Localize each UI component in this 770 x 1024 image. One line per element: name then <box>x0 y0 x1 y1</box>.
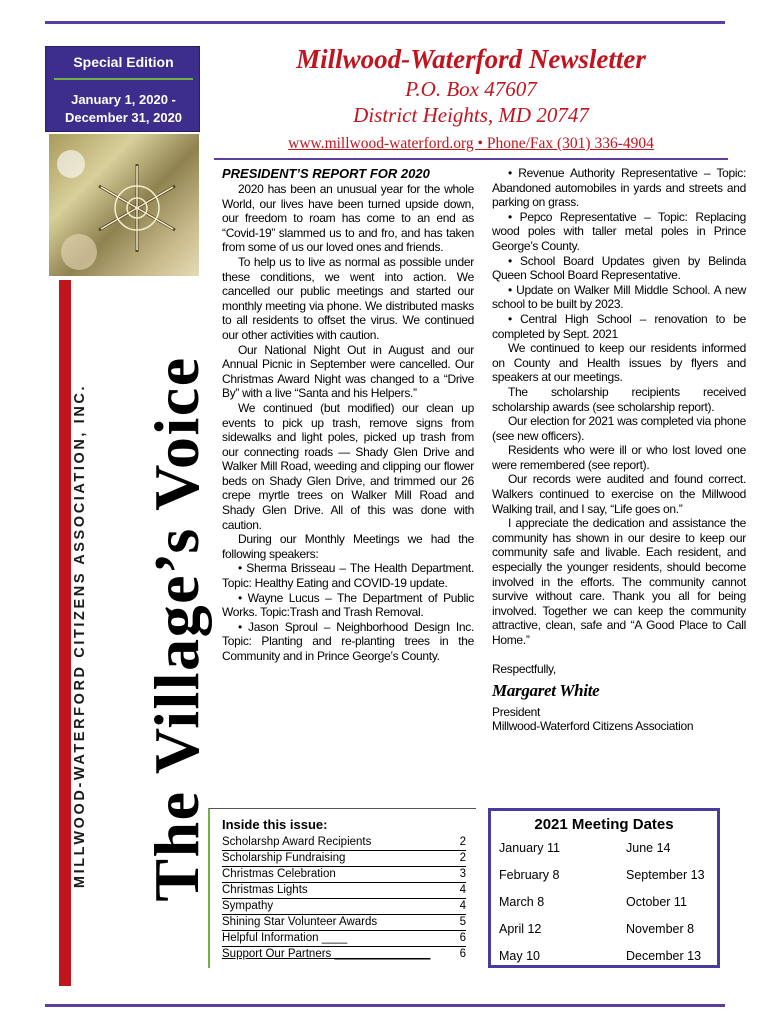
edition-box <box>45 46 200 132</box>
edition-dates-line2: December 31, 2020 <box>64 110 183 125</box>
toc-label: Shining Star Volunteer Awards <box>222 916 378 928</box>
toc-label: Scholarshp Award Recipients <box>222 836 372 848</box>
toc-label: Sympathy <box>222 900 274 912</box>
toc-label: Scholarship Fundraising <box>222 852 346 864</box>
snowflake-icon <box>49 134 199 276</box>
masthead-po-box: P.O. Box 47607 <box>405 77 537 101</box>
meeting-date: June 14 <box>626 841 671 855</box>
meeting-date: January 11 <box>499 841 560 855</box>
masthead <box>214 42 728 154</box>
toc-label: Christmas Celebration <box>222 868 336 880</box>
masthead-contact-link[interactable]: www.millwood-waterford.org • Phone/Fax (301) 336-4904 <box>288 135 654 152</box>
meeting-date: September 13 <box>626 868 705 882</box>
top-rule <box>45 21 725 24</box>
speaker-item: • Central High School – renovation to be completed by Sept. 2021 <box>492 311 746 341</box>
meeting-date: February 8 <box>499 868 560 882</box>
edition-divider <box>54 78 193 80</box>
newsletter-title: The Village’s Voice <box>141 356 212 902</box>
report-paragraph: We continued to keep our residents informed on County and Health issues by flyers and speakers at our meetings. <box>492 341 746 385</box>
masthead-city: District Heights, MD 20747 <box>353 103 589 127</box>
speaker-item: • Wayne Lucus – The Department of Public Works. Topic:Trash and Trash Removal. <box>222 590 474 620</box>
toc-label: Helpful Information ____ <box>222 932 348 944</box>
edition-dates <box>46 91 201 127</box>
meeting-dates-left <box>499 840 560 975</box>
bottom-rule <box>45 1004 725 1007</box>
association-name: MILLWOOD-WATERFORD CITIZENS ASSOCIATION, INC. <box>72 383 88 889</box>
report-paragraph: Our election for 2021 was completed via phone (see new officers). <box>492 414 746 443</box>
toc-page: 5 <box>459 916 466 928</box>
meeting-date: October 11 <box>626 895 687 909</box>
signature-block <box>492 662 746 734</box>
meeting-dates-right <box>626 840 705 975</box>
speaker-item: • Pepco Representative – Topic: Replacing wood poles with taller metal poles in Prince George’s County. <box>492 209 746 253</box>
closing-text: Respectfully, <box>492 661 556 676</box>
toc-page: 3 <box>459 868 466 880</box>
toc-row[interactable] <box>222 867 466 883</box>
report-column-right <box>492 166 746 734</box>
speaker-item: • Update on Walker Mill Middle School. A new school to be built by 2023. <box>492 282 746 312</box>
speaker-item: • School Board Updates given by Belinda Queen School Board Representative. <box>492 253 746 283</box>
toc-page: 2 <box>459 836 466 848</box>
signer-title: President <box>492 704 540 719</box>
edition-dates-line1: January 1, 2020 - <box>71 92 176 107</box>
toc-page: 2 <box>459 852 466 864</box>
toc-label: Support Our Partners _______________ <box>222 948 431 960</box>
meeting-dates-title: 2021 Meeting Dates <box>534 816 674 833</box>
report-paragraph: 2020 has been an unusual year for the whole World, our lives have been turned upside down, our freedom to roam has come to an end as “Covid-19” slammed us to and fro, and has taken from some of us our loved ones and friends. <box>222 182 474 255</box>
report-paragraph: During our Monthly Meetings we had the following speakers: <box>222 532 474 561</box>
inside-title: Inside this issue: <box>222 817 328 832</box>
meeting-date: April 12 <box>499 922 542 936</box>
meeting-dates-box <box>488 808 720 968</box>
toc-row[interactable] <box>222 915 466 931</box>
report-paragraph: Residents who were ill or who lost loved one were remembered (see report). <box>492 443 746 472</box>
meeting-date: November 8 <box>626 922 695 936</box>
inside-this-issue <box>208 808 476 968</box>
speaker-item: • Revenue Authority Representative – Topic: Abandoned automobiles in yards and streets and parking on grass. <box>492 166 746 210</box>
masthead-title: Millwood-Waterford Newsletter <box>296 44 646 74</box>
toc-page: 4 <box>459 884 466 896</box>
toc-page: 4 <box>459 900 466 912</box>
report-paragraph: Our National Night Out in August and our Annual Picnic in September were cancelled. Our Christmas Award Night was changed to a “Drive By” with a live “Santa and his Helpers.” <box>222 342 474 401</box>
speaker-item: • Jason Sproul – Neighborhood Design Inc. Topic: Planting and re-planting trees in the Community and in Prince George’s County. <box>222 619 474 663</box>
toc-row[interactable] <box>222 835 466 851</box>
report-paragraph: To help us to live as normal as possible under these conditions, we went into action. We cancelled our public meetings and started our monthly meeting via phone. We distributed masks to all residents to offset the virus. We continued our other activities with caution. <box>222 254 474 342</box>
toc-row[interactable] <box>222 851 466 867</box>
header-rule <box>214 158 728 160</box>
toc-row[interactable] <box>222 931 466 947</box>
signer-org: Millwood-Waterford Citizens Association <box>492 719 694 734</box>
meeting-date: December 13 <box>626 949 702 963</box>
report-paragraph: Our records were audited and found correct. Walkers continued to exercise on the Millwood Walking trail, and I say, “Life goes on.” <box>492 472 746 516</box>
meeting-date: March 8 <box>499 895 545 909</box>
report-title: PRESIDENT’S REPORT FOR 2020 <box>222 166 430 181</box>
report-paragraph: We continued (but modified) our clean up events to pick up trash, remove signs from sidewalks and light poles, picked up trash from our connecting roads — Shady Glen Drive and Walker Mill Road, weeding and clipping our flower beds on Shady Glen Drive, and trimmed our 26 crepe myrtle trees on Walker Mill Road and Shady Glen Drive. All of this was done with caution. <box>222 400 474 532</box>
edition-label: Special Edition <box>73 54 174 70</box>
table-of-contents <box>222 835 466 963</box>
toc-page: 6 <box>459 948 466 960</box>
red-accent-bar <box>59 280 71 986</box>
meeting-date: May 10 <box>499 949 540 963</box>
toc-label: Christmas Lights <box>222 884 308 896</box>
signature: Margaret White <box>492 681 600 701</box>
toc-row[interactable] <box>222 899 466 915</box>
report-paragraph: The scholarship recipients received scholarship awards (see scholarship report). <box>492 384 746 414</box>
left-sidebar <box>45 46 212 996</box>
speaker-item: • Sherma Brisseau – The Health Department. Topic: Healthy Eating and COVID-19 update. <box>222 561 474 591</box>
report-column-left <box>222 166 474 664</box>
toc-page: 6 <box>459 932 466 944</box>
report-paragraph: I appreciate the dedication and assistance the community has shown in our desire to keep our community safe and livable. Each resident, and especially the younger residents, should become involved in the efforts. The community cannot survive without care. Thank you all for being involved. Together we can keep the community attractive, clean, safe and “A Good Place to Call Home.” <box>492 516 746 647</box>
toc-row[interactable] <box>222 947 466 963</box>
snowflake-photo <box>49 134 199 276</box>
toc-row[interactable] <box>222 883 466 899</box>
